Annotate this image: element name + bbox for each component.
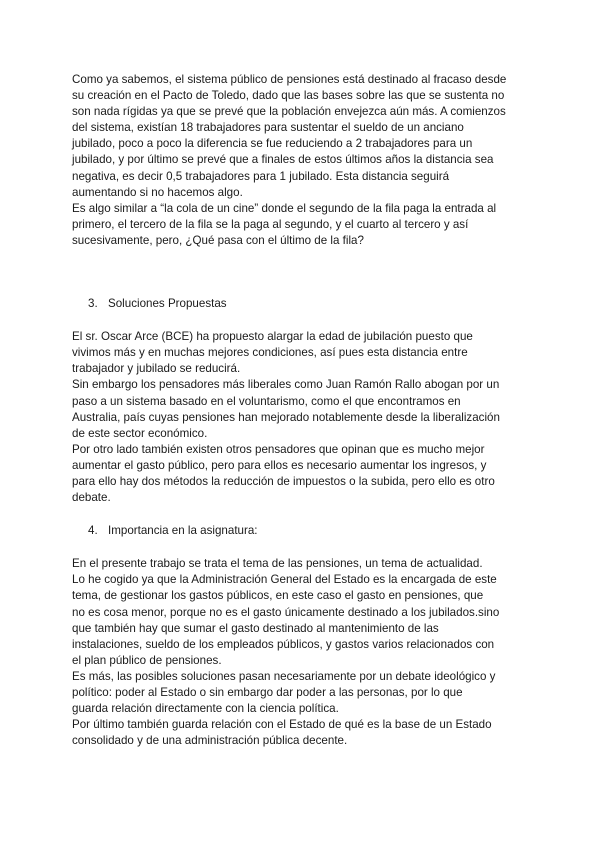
text-line: Es más, las posibles soluciones pasan necesariamente por un debate ideológico y (72, 669, 496, 683)
section-3-heading (72, 296, 532, 312)
text-line: Es algo similar a “la cola de un cine” donde el segundo de la fila paga la entrada al (72, 201, 497, 215)
text-line: de este sector económico. (72, 426, 208, 440)
text-line: son nada rígidas ya que se prevé que la población envejezca aún más. A comienzos (72, 105, 506, 119)
text-line: paso a un sistema basado en el voluntarismo, como el que encontramos en (72, 394, 461, 408)
text-line: trabajador y jubilado se reducirá. (72, 362, 241, 376)
text-line: político: poder al Estado o sin embargo dar poder a las personas, por lo que (72, 686, 463, 699)
text-line: Por otro lado también existen otros pensadores que opinan que es mucho mejor (72, 442, 485, 456)
text-line: su creación en el Pacto de Toledo, dado que las bases sobre las que se sustenta no (72, 89, 505, 103)
text-line: aumentando si no hacemos algo. (72, 185, 243, 199)
text-line: del sistema, existían 18 trabajadores para sustentar el sueldo de un anciano (72, 121, 464, 135)
section-title: Importancia en la asignatura: (108, 524, 258, 538)
text-line: Sin embargo los pensadores más liberales como Juan Ramón Rallo abogan por un (72, 378, 500, 392)
text-line: no es cosa menor, porque no es el gasto únicamente destinado a los jubilados.sino (72, 605, 500, 619)
text-line: para ello hay dos métodos la reducción de impuestos o la subida, pero ello es otro (72, 474, 495, 488)
text-line: instalaciones, sueldo de los empleados públicos, y gastos varios relacionados con (72, 637, 495, 651)
text-line: Australia, país cuyas pensiones han mejorado notablemente desde la liberalización (72, 410, 500, 424)
text-line: El sr. Oscar Arce (BCE) ha propuesto alargar la edad de jubilación puesto que (72, 330, 473, 344)
section-number: 4. (88, 524, 98, 538)
text-line: aumentar el gasto público, pero para ellos es necesario aumentar los ingresos, y (72, 458, 487, 472)
text-line: jubilado, poco a poco la diferencia se fue reduciendo a 2 trabajadores para un (72, 137, 473, 151)
text-line: Como ya sabemos, el sistema público de pensiones está destinado al fracaso desde (72, 73, 507, 86)
text-line: En el presente trabajo se trata el tema de las pensiones, un tema de actualidad. (72, 557, 483, 571)
text-line: el plan público de pensiones. (72, 653, 222, 667)
text-line: que también hay que sumar el gasto destinado al mantenimiento de las (72, 621, 439, 635)
intro-paragraph (72, 72, 532, 249)
section-3-body (72, 329, 532, 506)
text-line: jubilado, y por último se prevé que a finales de estos últimos años la distancia sea (72, 153, 494, 167)
text-line: guarda relación directamente con la ciencia política. (72, 702, 339, 716)
document-page (72, 72, 532, 749)
text-line: consolidado y de una administración pública decente. (72, 734, 348, 748)
text-line: Por último también guarda relación con el Estado de qué es la base de un Estado (72, 718, 492, 732)
section-4-body (72, 556, 532, 749)
section-title: Soluciones Propuestas (108, 297, 227, 311)
text-line: debate. (72, 491, 111, 505)
text-line: sucesivamente, pero, ¿Qué pasa con el último de la fila? (72, 233, 364, 247)
section-4-heading (72, 523, 532, 539)
section-number: 3. (88, 297, 98, 311)
text-line: primero, el tercero de la fila se la paga al segundo, y el cuarto al tercero y así (72, 217, 469, 231)
text-line: Lo he cogido ya que la Administración General del Estado es la encargada de este (72, 573, 497, 587)
text-line: vivimos más y en muchas mejores condiciones, así pues esta distancia entre (72, 346, 468, 360)
text-line: tema, de gestionar los gastos públicos, en este caso el gasto en pensiones, que (72, 589, 484, 603)
text-line: negativa, es decir 0,5 trabajadores para 1 jubilado. Esta distancia seguirá (72, 169, 450, 183)
